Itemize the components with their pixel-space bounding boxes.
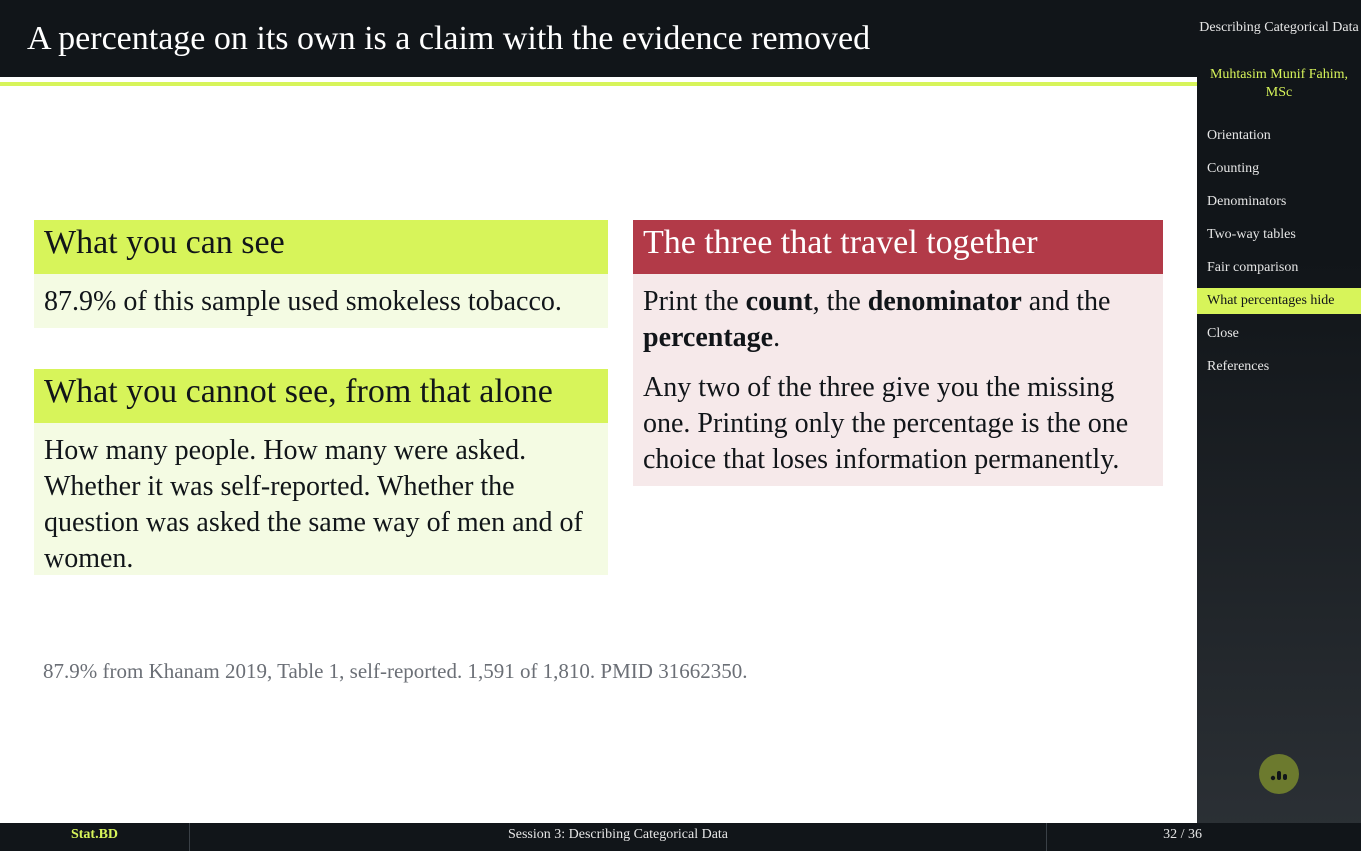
sidebar-item-counting[interactable]: Counting bbox=[1207, 161, 1260, 176]
sidebar-item-two-way-tables[interactable]: Two-way tables bbox=[1207, 227, 1296, 242]
block-body: 87.9% of this sample used smokeless tobacco. bbox=[34, 274, 608, 328]
footer-page-number: 32 / 36 bbox=[1163, 827, 1202, 842]
block-body bbox=[633, 274, 1163, 486]
block-heading: The three that travel together bbox=[633, 220, 1163, 274]
sidebar-item-references[interactable]: References bbox=[1207, 359, 1270, 374]
text-run: and the bbox=[1021, 286, 1111, 317]
sidebar-nav bbox=[1197, 123, 1361, 387]
sidebar-item-what-percentages-hide[interactable]: What percentages hide bbox=[1197, 288, 1361, 314]
sidebar-item-denominators[interactable]: Denominators bbox=[1207, 194, 1287, 209]
block-what-you-can-see bbox=[34, 220, 608, 328]
slide-title: A percentage on its own is a claim with the evidence removed bbox=[27, 20, 871, 57]
sidebar-deck-title: Describing Categorical Data bbox=[1199, 20, 1359, 35]
footer-brand: Stat.BD bbox=[0, 823, 190, 851]
title-underline bbox=[0, 82, 1197, 86]
bold-count: count bbox=[745, 286, 813, 317]
sidebar-item-orientation[interactable]: Orientation bbox=[1207, 128, 1271, 143]
block-paragraph-1 bbox=[643, 284, 1153, 356]
bar-chart-icon bbox=[1269, 764, 1289, 784]
block-three-travel-together bbox=[633, 220, 1163, 486]
block-heading: What you cannot see, from that alone bbox=[34, 369, 608, 423]
text-run: . bbox=[773, 322, 781, 353]
sidebar bbox=[1197, 0, 1361, 851]
footer bbox=[0, 823, 1361, 851]
block-paragraph-2: Any two of the three give you the missing one. Printing only the percentage is the one choice that loses information permanently. bbox=[643, 372, 1129, 475]
footer-session: Session 3: Describing Categorical Data bbox=[190, 823, 1047, 851]
text-run: , the bbox=[812, 286, 868, 317]
text-run: Print the bbox=[643, 286, 746, 317]
slide-title-bar bbox=[0, 0, 1197, 77]
bold-percentage: percentage bbox=[643, 322, 774, 353]
block-body: How many people. How many were asked. Whether it was self-reported. Whether the question was asked the same way of men and of women. bbox=[34, 423, 608, 575]
block-heading: What you can see bbox=[34, 220, 608, 274]
sidebar-item-close[interactable]: Close bbox=[1207, 326, 1239, 341]
sidebar-item-fair-comparison[interactable]: Fair comparison bbox=[1207, 260, 1299, 275]
source-note: 87.9% from Khanam 2019, Table 1, self-reported. 1,591 of 1,810. PMID 31662350. bbox=[43, 659, 748, 683]
block-what-you-cannot-see bbox=[34, 369, 608, 575]
menu-button[interactable] bbox=[1259, 754, 1299, 794]
sidebar-author: Muhtasim Munif Fahim, MSc bbox=[1209, 67, 1349, 100]
bold-denominator: denominator bbox=[867, 286, 1022, 317]
